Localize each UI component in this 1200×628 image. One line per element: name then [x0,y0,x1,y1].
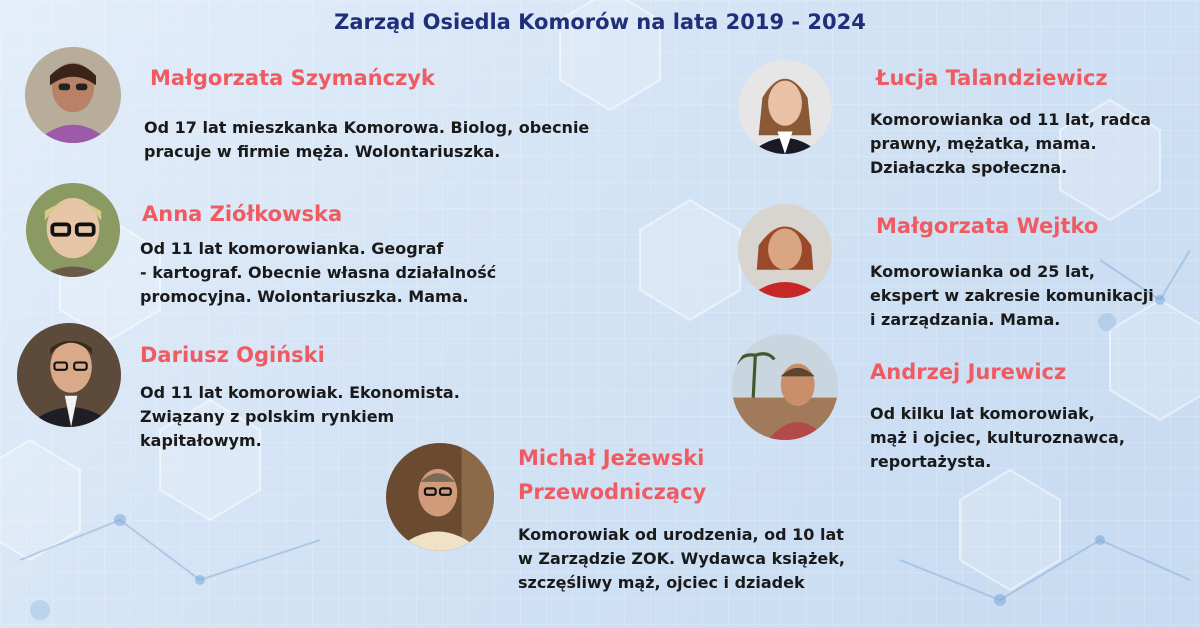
bio-line: prawny, mężatka, mama. [870,134,1097,153]
avatar-lucja-talandziewicz [738,60,832,154]
avatar-malgorzata-wejtko [738,204,832,298]
avatar-anna-ziolkowska [26,183,120,277]
page-title: Zarząd Osiedla Komorów na lata 2019 - 2024 [334,10,866,34]
bio-line: kapitałowym. [140,431,262,450]
bio-line: w Zarządzie ZOK. Wydawca książek, [518,549,845,568]
bio-line: Związany z polskim rynkiem [140,407,395,426]
member-bio [140,381,460,453]
member-bio [144,116,589,164]
avatar-andrzej-jurewicz [732,334,838,440]
avatar-malgorzata-szymanczyk [25,47,121,143]
bio-line: Od 17 lat mieszkanka Komorowa. Biolog, obecnie [144,118,590,137]
bio-line: Od 11 lat komorowiak. Ekonomista. [140,383,460,402]
bio-line: reportażysta. [870,452,992,471]
member-name: Łucja Talandziewicz [876,66,1108,90]
bio-line: - kartograf. Obecnie własna działalność [140,263,497,282]
bio-line: ekspert w zakresie komunikacji [870,286,1154,305]
bio-line: promocyjna. Wolontariuszka. Mama. [140,287,469,306]
member-name: Dariusz Ogiński [140,343,325,367]
member-bio [140,237,496,309]
bio-line: pracuje w firmie męża. Wolontariuszka. [144,142,501,161]
bio-line: Komorowiak od urodzenia, od 10 lat [518,525,844,544]
bio-line: mąż i ojciec, kulturoznawca, [870,428,1125,447]
bio-line: szczęśliwy mąż, ojciec i dziadek [518,573,805,592]
member-name: Michał Jeżewski [518,446,705,470]
bio-line: Działaczka społeczna. [870,158,1068,177]
bio-line: Od 11 lat komorowianka. Geograf [140,239,444,258]
bio-line: i zarządzania. Mama. [870,310,1061,329]
member-bio [518,523,845,595]
avatar-michal-jezewski [386,443,494,551]
member-name: Małgorzata Szymańczyk [150,66,435,90]
avatar-dariusz-oginski [17,323,121,427]
bio-line: Komorowianka od 25 lat, [870,262,1095,281]
member-bio [870,260,1154,332]
member-name: Andrzej Jurewicz [870,360,1067,384]
member-name: Anna Ziółkowska [142,202,343,226]
bio-line: Komorowianka od 11 lat, radca [870,110,1151,129]
member-name: Małgorzata Wejtko [876,214,1099,238]
member-bio [870,108,1151,180]
member-bio [870,402,1125,474]
bio-line: Od kilku lat komorowiak, [870,404,1095,423]
member-role: Przewodniczący [518,480,707,504]
